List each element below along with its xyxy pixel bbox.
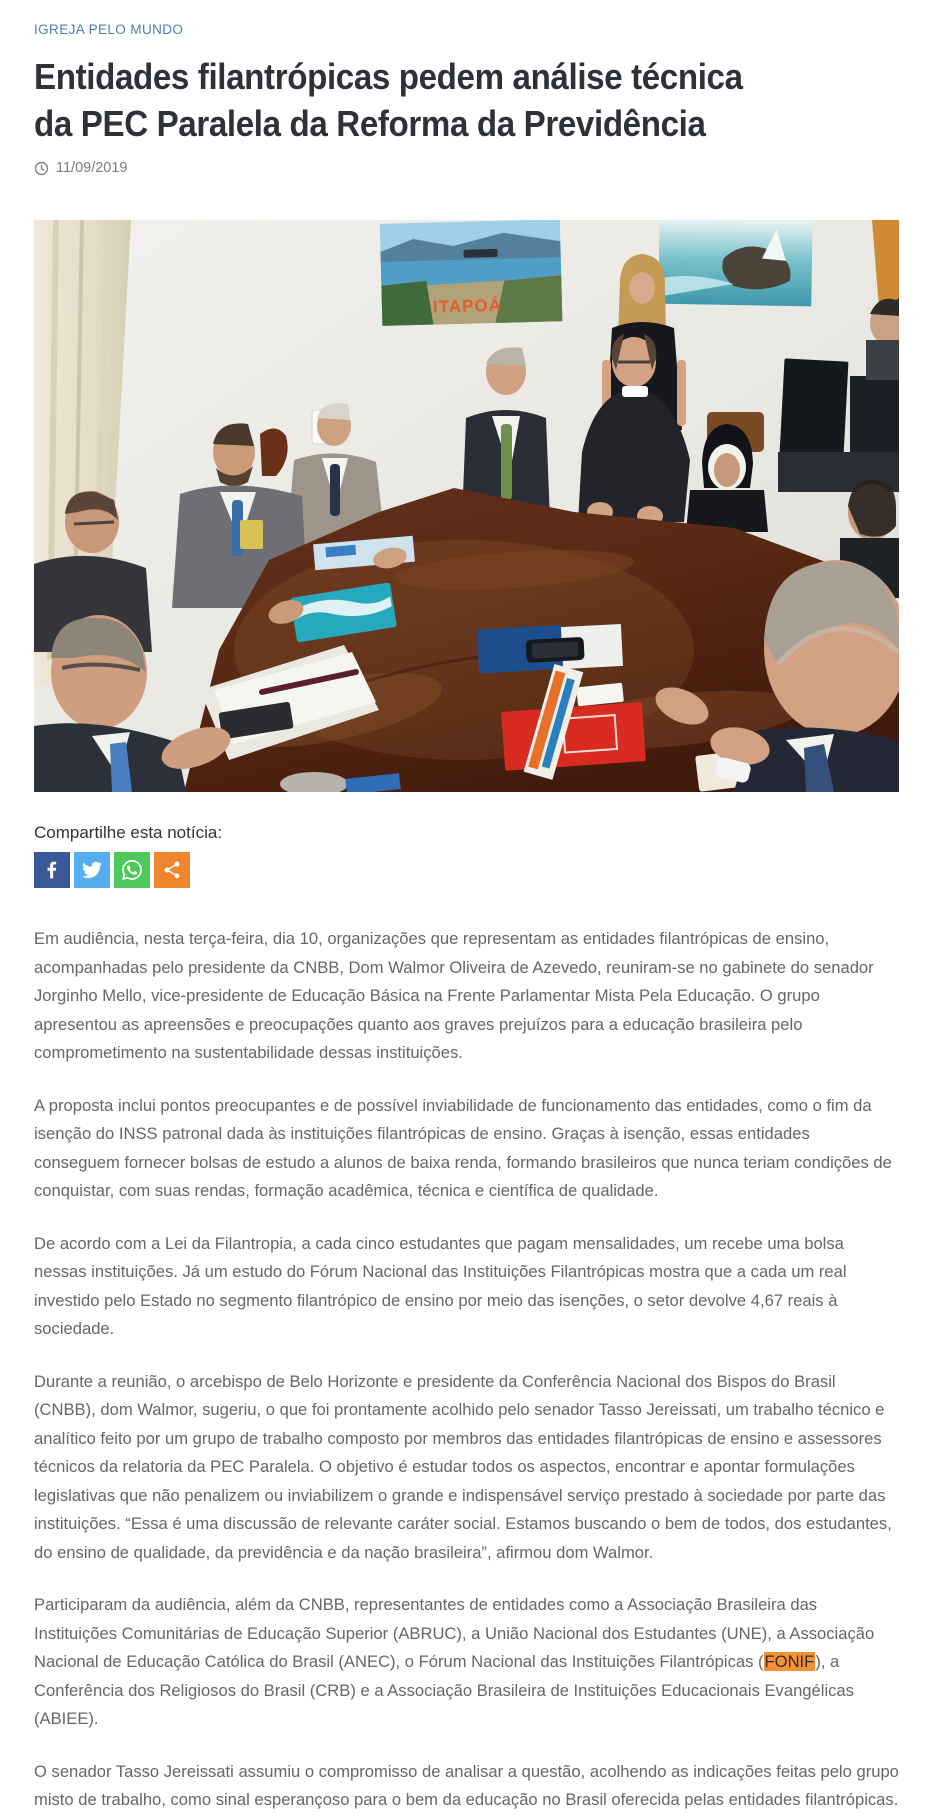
poster-title: ITAPOÁ (432, 295, 503, 317)
article-image (34, 220, 899, 792)
whatsapp-icon (122, 860, 142, 880)
twitter-bird-icon (82, 860, 102, 880)
share-nodes-icon (162, 860, 182, 880)
poster-itapoa (380, 220, 563, 326)
share-buttons (34, 852, 899, 888)
share-heading: Compartilhe esta notícia: (34, 823, 223, 842)
page-title-line2: da PEC Paralela da Reforma da Previdência (34, 103, 706, 144)
poster-sea (658, 220, 812, 306)
fonif-highlight: FONIF (764, 1652, 815, 1671)
category-link[interactable]: IGREJA PELO MUNDO (34, 22, 184, 37)
page-title-line1: Entidades filantrópicas pedem análise técnica (34, 56, 743, 97)
publish-date: 11/09/2019 (56, 160, 128, 176)
paragraph-1: Em audiência, nesta terça-feira, dia 10, organizações que representam as entidades filantrópicas de ensino, acompanhadas pelo presidente da CNBB, Dom Walmor Oliveira de Azevedo, reuniram-se no gabinete do senador Jorginho Mello, vice-presidente de Educação Básica na Frente Parlamentar Mista Pela Educação. O grupo apresentou as apreensões e preocupações quanto aos graves prejuízos para a educação brasileira pelo comprometimento na sustentabilidade dessas instituições. (34, 929, 874, 1062)
paragraph-5-before: Participaram da audiência, além da CNBB, representantes de entidades como a Associação Brasileira das Instituições Comunitárias de Educação Superior (ABRUC), a União Nacional dos Estudantes (UNE), a Associação Nacional de Educação Católica do Brasil (ANEC), o Fórum Nacional das Instituições Filantrópicas ( (34, 1595, 875, 1671)
paragraph-2: A proposta inclui pontos preocupantes e de possível inviabilidade de funcionamento das entidades, como o fim da isenção do INSS patronal dada às instituições filantrópicas de ensino. Graças à isenção, essas entidades conseguem fornecer bolsas de estudo a alunos de baixa renda, formando brasileiros que nunca teriam condições de conquistar, com suas rendas, formação acadêmica, técnica e científica de qualidade. (34, 1095, 892, 1200)
article-body (34, 925, 899, 1815)
meeting-photo (34, 220, 899, 792)
share-twitter-button[interactable] (74, 852, 110, 888)
publish-date-row (34, 160, 899, 176)
paragraph-5-after: ), a Conferência dos Religiosos do Brasil (CRB) e a Associação Brasileira de Instituições Educacionais Evangélicas (ABIEE). (34, 1652, 854, 1728)
clock-icon (34, 161, 49, 176)
share-whatsapp-button[interactable] (114, 852, 150, 888)
paragraph-5 (34, 1591, 899, 1734)
share-more-button[interactable] (154, 852, 190, 888)
share-facebook-button[interactable] (34, 852, 70, 888)
facebook-f-icon (42, 860, 62, 880)
page-title (34, 53, 899, 147)
paragraph-6: O senador Tasso Jereissati assumiu o compromisso de analisar a questão, acolhendo as indicações feitas pelo grupo misto de trabalho, como sinal esperançoso para o bem da educação no Brasil oferecida pelas entidades filantrópicas. (34, 1761, 899, 1809)
paragraph-4: Durante a reunião, o arcebispo de Belo Horizonte e presidente da Conferência Nacional dos Bispos do Brasil (CNBB), dom Walmor, sugeriu, o que foi prontamente acolhido pelo senador Tasso Jereissati, um trabalho técnico e analítico feito por um grupo de trabalho composto por membros das entidades filantrópicas de ensino e assessores técnicos da relatoria da PEC Paralela. O objetivo é estudar todos os aspectos, encontrar e apontar formulações legislativas que não penalizem ou inviabilizem o grande e indispensável serviço prestado à sociedade por parte das instituições. “Essa é uma discussão de relevante caráter social. Estamos buscando o bem de todos, dos estudantes, do ensino de qualidade, da previdência e da nação brasileira”, afirmou dom Walmor. (34, 1371, 892, 1562)
paragraph-3: De acordo com a Lei da Filantropia, a cada cinco estudantes que pagam mensalidades, um recebe uma bolsa nessas instituições. Já um estudo do Fórum Nacional das Instituições Filantrópicas mostra que a cada um real investido pelo Estado no segmento filantrópico de ensino por meio das isenções, o setor devolve 4,67 reais à sociedade. (34, 1233, 847, 1338)
